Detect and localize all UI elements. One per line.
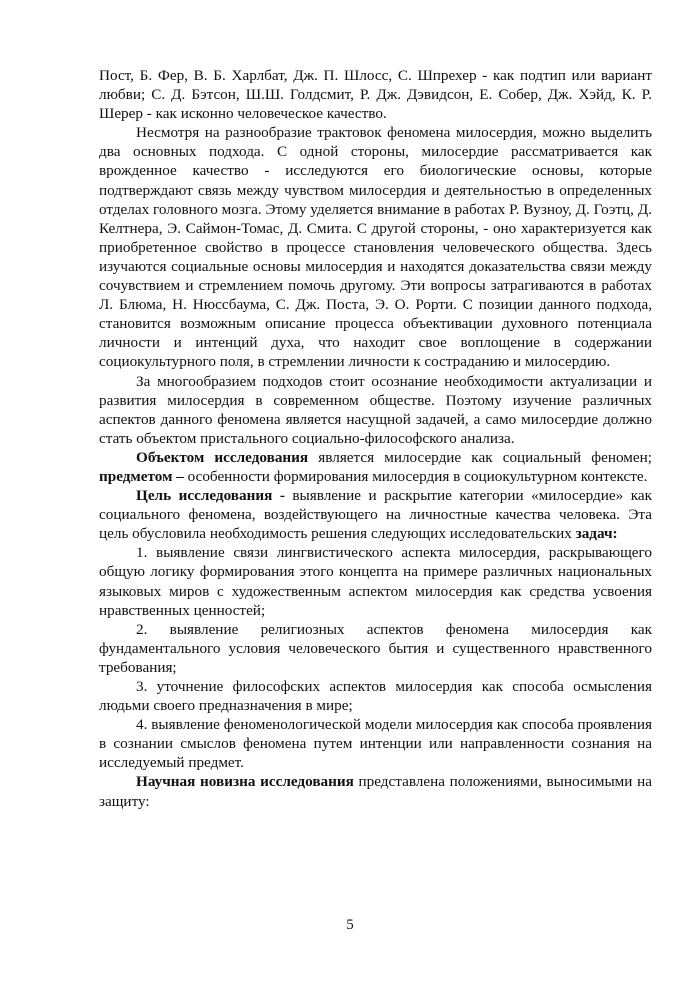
text-run: Несмотря на разнообразие трактовок феномена милосердия, можно выделить два основных подхода. С одной стороны, милосердие рассматривается как врожденное качество - исследуются его биологические основы, которые подтверждают связь между чувством милосердия и деятельностью в определенных отделах головного мозга. Этому уделяется внимание в работах Р. Вузноу, Д. Гоэтц, Д. Келтнера, Э. Саймон-Томас, Д. Смита. С другой стороны, - оно характеризуется как приобретенное свойство в процессе становления человеческого общества. Здесь изучаются социальные основы милосердия и находятся доказательства связи между сочувствием и стремлением помочь другому. Эти вопросы затрагиваются в работах Л. Блюма, Н. Нюссбаума, С. Дж. Поста, Э. О. Рорти. С позиции данного подхода, становится возможным описание процесса объективации духовного потенциала личности и интенций духа, что находит свое воплощение в содержании социокультурного поля, в стремлении личности к состраданию и милосердию.: [99, 124, 652, 371]
bold-text-run: предметом –: [99, 467, 184, 485]
paragraph: [99, 486, 652, 543]
paragraph: [99, 123, 652, 371]
paragraph: [99, 372, 652, 448]
paragraph: [99, 715, 652, 772]
page-number: 5: [346, 917, 354, 933]
paragraph: [99, 66, 652, 123]
paragraph: [99, 620, 652, 677]
bold-text-run: Объектом исследования: [136, 448, 309, 466]
text-run: выявление и раскрытие категории «милосердие» как социального феномена, воздействующего на личностные качества человека. Эта цель обусловила необходимость решения следующих исследовательских: [99, 487, 652, 543]
text-run: За многообразием подходов стоит осознание необходимости актуализации и развития милосердия в современном обществе. Поэтому изучение различных аспектов данного феномена является насущной задачей, а само милосердие должно стать объектом пристального социально-философского анализа.: [99, 372, 652, 447]
text-run: Пост, Б. Фер, В. Б. Харлбат, Дж. П. Шлосс, С. Шпрехер - как подтип или вариант любви; С. Д. Бэтсон, Ш.Ш. Голдсмит, Р. Дж. Дэвидсон, Е. Собер, Дж. Хэйд, К. Р. Шерер - как исконно человеческое качество.: [99, 67, 652, 123]
text-run: 4. выявление феноменологической модели милосердия как способа проявления в сознании смыслов феномена путем интенции или направленности сознания на исследуемый предмет.: [99, 716, 652, 772]
paragraph: [99, 772, 652, 810]
document-body: [99, 66, 652, 811]
bold-text-run: задач:: [575, 525, 618, 543]
text-run: является милосердие как социальный феномен;: [308, 448, 652, 466]
text-run: 2. выявление религиозных аспектов феномена милосердия как фундаментального условия человеческого бытия и существенного нравственного требования;: [99, 620, 652, 676]
bold-text-run: Цель исследования -: [136, 487, 285, 505]
bold-text-run: Научная новизна исследования: [136, 773, 354, 791]
text-run: 3. уточнение философских аспектов милосердия как способа осмысления людьми своего предназначения в мире;: [99, 678, 652, 715]
text-run: особенности формирования милосердия в социокультурном контексте.: [183, 467, 648, 485]
paragraph: [99, 448, 652, 486]
text-run: представлена положениями, выносимыми на защиту:: [99, 773, 652, 810]
text-run: 1. выявление связи лингвистического аспекта милосердия, раскрывающего общую логику формирования этого концепта на примере различных национальных языковых миров с художественным аспектом милосердия как средства усвоения нравственных ценностей;: [99, 544, 652, 619]
paragraph: [99, 677, 652, 715]
paragraph: [99, 543, 652, 619]
